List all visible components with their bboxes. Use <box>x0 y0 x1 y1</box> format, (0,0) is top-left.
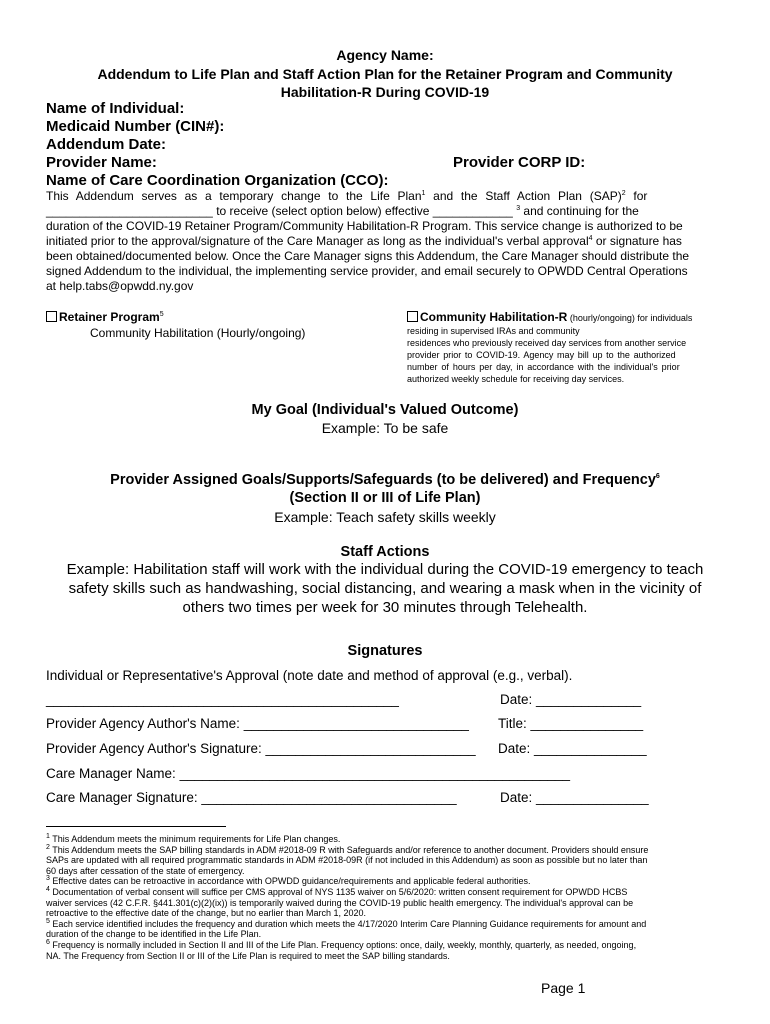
footnote-number: 6 <box>46 938 50 946</box>
staff-actions-line: safety skills such as handwashing, social distancing, and wearing a mask when in the vicinity of <box>68 580 702 597</box>
care-manager-date-field[interactable] <box>500 790 649 805</box>
author-date-field[interactable] <box>498 741 647 756</box>
footnote-number: 4 <box>46 885 50 893</box>
date-blank[interactable]: _______________ <box>534 741 647 756</box>
agency-name-label: Agency Name: <box>336 47 434 63</box>
footnote-4-cont: waiver services (42 C.F.R. §441.301(c)(2)(ix)) is temporarily waived during the COVID-19 public health emergency. The individual's approval can be <box>46 897 634 908</box>
intro-text: initiated prior to the approval/signature of the Care Manager as long as the individual's verbal approval <box>46 234 589 248</box>
date-label: Date: <box>500 790 537 805</box>
care-manager-signature-label: Care Manager Signature: <box>46 790 202 805</box>
intro-text: This Addendum serves as a temporary change to the Life Plan <box>46 189 422 203</box>
staff-actions-line: others two times per week for 30 minutes through Telehealth. <box>182 599 588 616</box>
footnote-number: 2 <box>46 843 50 851</box>
footnote-3 <box>46 876 726 887</box>
author-signature-label: Provider Agency Author's Signature: <box>46 741 266 756</box>
field-individual: Name of Individual: <box>46 100 185 117</box>
community-habilitation-checkbox[interactable] <box>407 311 418 322</box>
footnote-2-cont: 60 days after cessation of the state of emergency. <box>46 865 245 876</box>
document-title-line2: Habilitation-R During COVID-19 <box>280 84 490 100</box>
intro-text: or signature has <box>592 234 682 248</box>
footnote-number: 5 <box>46 917 50 925</box>
care-manager-name-blank[interactable]: ____________________________________________________ <box>179 766 570 781</box>
provider-goals-title-text: Provider Assigned Goals/Supports/Safeguards (to be delivered) and Frequency <box>110 472 656 488</box>
goal-title: My Goal (Individual's Valued Outcome) <box>251 402 519 418</box>
commhab-desc: number of hours per day, in accordance with the individual's prior <box>407 362 680 372</box>
provider-goals-subtitle: (Section II or III of Life Plan) <box>289 490 481 506</box>
author-name-blank[interactable]: ______________________________ <box>243 716 469 731</box>
footnote-1 <box>46 834 726 845</box>
footnote-number: 1 <box>46 833 50 840</box>
author-signature-blank[interactable]: ____________________________ <box>265 741 476 756</box>
intro-paragraph <box>46 189 726 294</box>
staff-actions-title: Staff Actions <box>340 544 430 560</box>
care-manager-name-field[interactable] <box>46 766 570 781</box>
retainer-sublabel: Community Habilitation (Hourly/ongoing) <box>90 326 306 340</box>
footnote-4 <box>46 887 726 898</box>
footnote-2 <box>46 845 726 856</box>
footnote-ref: 4 <box>588 235 593 242</box>
footnote-text: This Addendum meets the SAP billing standards in ADM #2018-09 R with Safeguards and/or reference to another document. Providers should ensure <box>49 844 649 855</box>
footnote-5 <box>46 919 726 930</box>
staff-actions-line: Example: Habilitation staff will work with the individual during the COVID-19 emergency to teach <box>66 561 704 578</box>
footnote-ref: 1 <box>421 190 426 197</box>
document-title-line1: Addendum to Life Plan and Staff Action Plan for the Retainer Program and Community <box>97 66 673 82</box>
footnote-text: Each service identified includes the frequency and duration which meets the 4/17/2020 Interim Care Planning Guidance requirements for amount and <box>49 918 647 929</box>
footnote-text: This Addendum meets the minimum requirements for Life Plan changes. <box>49 834 341 844</box>
commhab-desc: provider prior to COVID-19. Agency may bill up to the authorized <box>407 350 676 360</box>
intro-text: and the Staff Action Plan (SAP) <box>425 189 622 203</box>
footnote-ref: 3 <box>516 205 521 212</box>
option-retainer[interactable] <box>46 310 164 324</box>
care-manager-signature-blank[interactable]: __________________________________ <box>201 790 457 805</box>
care-manager-name-label: Care Manager Name: <box>46 766 180 781</box>
provider-goals-example: Example: Teach safety skills weekly <box>274 509 496 525</box>
page-number: Page 1 <box>541 980 586 996</box>
option-community-habilitation-r[interactable] <box>407 310 692 324</box>
goal-example: Example: To be safe <box>321 420 449 436</box>
date-blank[interactable]: _______________ <box>536 790 649 805</box>
intro-text: duration of the COVID-19 Retainer Program/Community Habilitation-R Program. This service change is authorized to be <box>46 219 683 233</box>
footnote-6 <box>46 940 726 951</box>
date-label: Date: <box>500 692 537 707</box>
care-manager-signature-field[interactable] <box>46 790 457 805</box>
field-addendum-date: Addendum Date: <box>46 136 166 153</box>
footnote-separator <box>46 826 226 827</box>
commhab-desc: residences who previously received day services from another service <box>407 338 687 348</box>
commhab-desc: (hourly/ongoing) for individuals <box>567 313 693 323</box>
footnote-ref: 6 <box>655 473 660 481</box>
date-label: Date: <box>498 741 535 756</box>
footnote-text: Frequency is normally included in Section II and III of the Life Plan. Frequency options: once, daily, weekly, monthly, quarterly, as needed, ongoing, <box>49 939 637 950</box>
field-provider-corp-id: Provider CORP ID: <box>453 154 586 171</box>
footnote-ref: 2 <box>621 190 626 197</box>
provider-goals-title <box>0 471 770 489</box>
title-field[interactable] <box>498 716 643 731</box>
retainer-checkbox[interactable] <box>46 311 57 322</box>
approval-date[interactable] <box>500 692 641 707</box>
footnote-4-cont: retroactive to the effective date of the change, but no earlier than March 1, 2020. <box>46 908 367 919</box>
footnote-text: Documentation of verbal consent will suffice per CMS approval of NYS 1135 waiver on 5/6/2020: written consent requirement for OPWDD HCBS <box>49 886 628 897</box>
footnote-number: 3 <box>46 875 50 883</box>
footnote-6-cont: NA. The Frequency from Section II or III of the Life Plan is required to meet the SAP billing standards. <box>46 950 450 961</box>
author-signature-field[interactable] <box>46 741 476 756</box>
field-cco: Name of Care Coordination Organization (CCO): <box>46 172 389 189</box>
author-name-field[interactable] <box>46 716 469 731</box>
approval-note: Individual or Representative's Approval (note date and method of approval (e.g., verbal). <box>46 668 573 683</box>
intro-text: for <box>625 189 648 203</box>
field-medicaid: Medicaid Number (CIN#): <box>46 118 225 135</box>
retainer-label: Retainer Program <box>59 310 160 324</box>
approval-signature-line[interactable]: _______________________________________________ <box>46 692 399 707</box>
title-blank[interactable]: _______________ <box>530 716 644 731</box>
footnote-2-cont: SAPs are updated with all required programmatic standards in ADM #2018-09R (if not included in this Addendum) as soon as possible but no later than <box>46 855 648 866</box>
intro-blank: _________________________ <box>46 204 213 218</box>
intro-text: signed Addendum to the individual, the implementing service provider, and email securely to OPWDD Central Operations <box>46 264 688 278</box>
effective-date-blank: ____________ <box>432 204 513 218</box>
commhab-desc: authorized weekly schedule for receiving day services. <box>407 374 625 384</box>
field-provider-name: Provider Name: <box>46 154 157 171</box>
date-blank[interactable]: ______________ <box>536 692 642 707</box>
footnote-ref: 5 <box>159 311 164 318</box>
title-label: Title: <box>498 716 531 731</box>
intro-text: to receive (select option below) effective <box>212 204 433 218</box>
intro-text: been obtained/documented below. Once the Care Manager signs this Addendum, the Care Manager should distribute the <box>46 249 690 263</box>
intro-text: and continuing for the <box>520 204 639 218</box>
commhab-desc: residing in supervised IRAs and community <box>407 326 580 336</box>
signatures-title: Signatures <box>347 643 423 659</box>
footnote-text: Effective dates can be retroactive in accordance with OPWDD guidance/requirements and applicable federal authorities. <box>49 876 531 887</box>
author-name-label: Provider Agency Author's Name: <box>46 716 244 731</box>
footnotes <box>46 834 726 961</box>
footnote-5-cont: duration of the change to be identified in the Life Plan. <box>46 929 262 940</box>
intro-text: at help.tabs@opwdd.ny.gov <box>46 279 194 293</box>
commhab-label: Community Habilitation-R <box>420 310 568 324</box>
